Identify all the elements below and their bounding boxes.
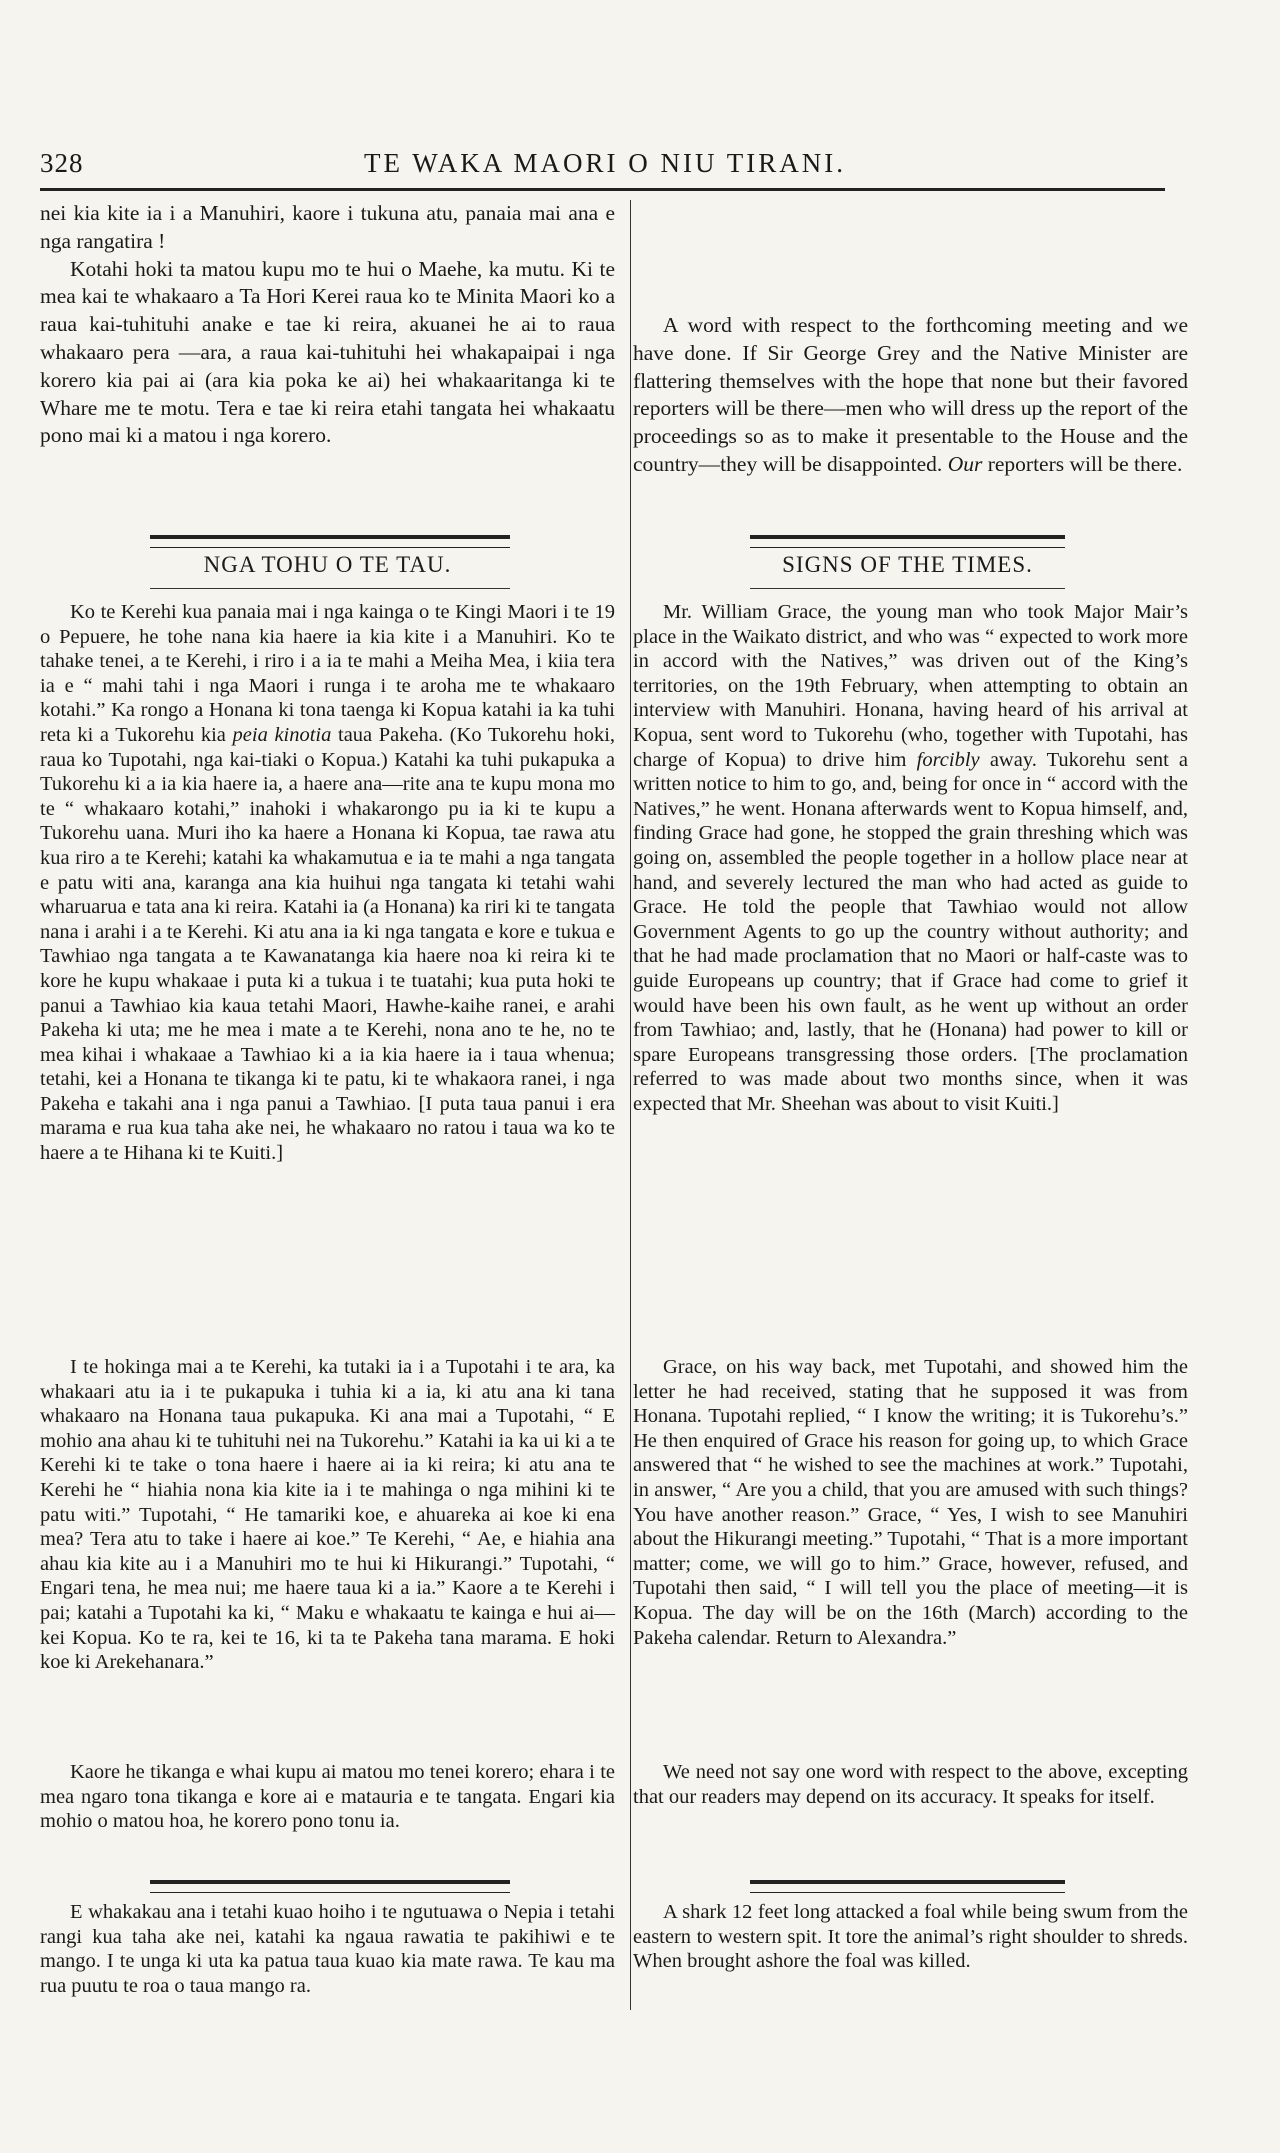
left-article-4	[40, 1900, 615, 1998]
left-section-rule	[150, 535, 510, 548]
right-article-4-rule	[750, 1880, 1065, 1893]
right-intro-para	[633, 312, 1188, 479]
left-article-1-para	[40, 600, 615, 1166]
right-intro-emphasis: Our	[947, 451, 983, 476]
right-article-3	[630, 1760, 1188, 1809]
page-header	[40, 148, 1170, 182]
right-article-4	[630, 1900, 1188, 1974]
left-section-title: NGA TOHU O TE TAU.	[203, 552, 452, 577]
right-section-underline	[750, 588, 1065, 589]
left-article-1-text-b: taua Pakeha. (Ko Tukorehu hoki, raua ko Tupotahi, nga kai-tiaki o Kopua.) Katahi ka tuhi pukapuka a Tukorehu ki a ia kia haere ia, a haere ana—rite ana te kupu mona mo te “ whakaaro kotahi,” inahoki i whakarongo pu ia ki te kupu a Tukorehu uana. Muri iho ka haere a Honana ki Kopua, tae rawa atu kua riro a te Kerehi; katahi ka whakamutua e ia te mahi a nga tangata e patu witi ana, karanga ana kia huihui nga tangata ki tetahi wahi wharuarua e tata ana ki reira. Katahi ia (a Honana) ka riri ki te tangata nana i arahi i a te Kerehi. Ki atu ana ia ki nga tangata e kore e tukua e Tawhiao nga tangata a te Kawanatanga kia haere noa ki reira ki te kore he kupu whakaae i puta ki a tukua i te tuatahi; kua puta hoki te panui a Tawhiao kia kaua tetahi Maori, Hawhe-kaihe ranei, e arahi Pakeha ki uta; me he mea i mate a te Kerehi, nona ano te he, no te mea kihai i whakaae a Tawhiao ki a ia kia haere ia i taua whenua; tetahi, kei a Honana te tikanga ki te patu, ki te whakaora ranei, i nga Pakeha e takahi ana i nga panui a Tawhiao. [I puta taua panui i era marama e rua kua taha ake nei, he whakaaro no ratou i taua wa ko te haere a te Hihana ki te Kuiti.]	[40, 723, 616, 1165]
right-article-3-para: We need not say one word with respect to the above, excepting that our readers may depend on its accuracy. It speaks for itself.	[633, 1761, 1188, 1808]
right-article-1-text-b: away. Tukorehu sent a written notice to him to go, and, being for once in “ accord with the Natives,” he went. Honana afterwards went to Kopua himself, and, finding Grace had gone, he stopped the grain threshing which was going on, assembled the people together in a hollow place near at hand, and severely lectured the man who had acted as guide to Grace. He told the people that Tawhiao would not allow Government Agents to go up the country without authority; and that he had made proclamation that no Maori or half-caste was to guide Europeans up country; that if Grace had come to grief it would have been his own fault, as he went up without an order from Tawhiao; and, lastly, that he (Honana) had power to kill or spare Europeans transgressing those orders. [The proclamation referred to was made about two months since, when it was expected that Mr. Sheehan was about to visit Kuiti.]	[633, 748, 1189, 1115]
left-article-1	[40, 600, 615, 1166]
left-article-4-rule	[150, 1880, 510, 1893]
right-article-1	[630, 600, 1188, 1116]
right-article-2-para: Grace, on his way back, met Tupotahi, and showed him the letter he had received, stating that he supposed it was from Honana. Tupotahi replied, “ I know the writing; it is Tukorehu’s.” He then enquired of Grace his reason for going up, to which Grace answered that “ he wished to see the machines at work.” Tupotahi, in answer, “ Are you a child, that you are amused with such things? You have another reason.” Grace, “ Yes, I wish to see Manuhiri about the Hikurangi meeting.” Tupotahi, “ That is a more important matter; come, we will go to him.” Grace, however, refused, and Tupotahi then said, “ I will tell you the place of meeting—it is Kopua. The day will be on the 16th (March) according to the Pakeha calendar. Return to Alexandra.”	[633, 1356, 1188, 1649]
left-article-2-para: I te hokinga mai a te Kerehi, ka tutaki ia i a Tupotahi i te ara, ka whakaari atu ia i te pukapuka i tuhia ki a ia, ki atu ana ki tana whakaaro na Honana taua pukapuka. Ki ana mai a Tupotahi, “ E mohio ana ahau ki te tuhituhi nei na Tukorehu.” Katahi ia ka ui ki a te Kerehi ki te take o tona haere i haere ai ia ki reira; ki atu ana te Kerehi he “ hiahia nona kia kite ia i te mahinga o nga mihini ki te patu witi.” Tupotahi, “ He tamariki koe, e ahuareka ai koe ki ena mea? Tera atu to take i haere ai koe.” Te Kerehi, “ Ae, e hiahia ana ahau kia kite au i a Manuhiri mo te hui ki Hikurangi.” Tupotahi, “ Engari tena, he mea nui; me haere taua ki a ia.” Kaore a te Kerehi i pai; katahi a Tupotahi ka ki, “ Maku e whakaatu te kainga e hui ai—kei Kopua. Ko te ra, kei te 16, ki ta te Pakeha tana marama. E hoki koe ki Arekehanara.”	[40, 1356, 615, 1674]
left-article-4-para: E whakakau ana i tetahi kuao hoiho i te ngutuawa o Nepia i tetahi rangi kua taha ake nei, katahi ka ngaua rawatia te pakihiwi e te mango. I te unga ki uta ka patua taua kuao kia mate rawa. Te kau ma rua puutu te roa o taua mango ra.	[40, 1901, 615, 1997]
left-article-3	[40, 1760, 615, 1834]
page-number: 328	[40, 148, 84, 178]
right-intro-text-a: A word with respect to the forthcoming meeting and we have done. If Sir George Grey and the Native Minister are flattering themselves with the hope that none but their favored reporters will be there—men who will dress up the report of the proceedings so as to make it presentable to the House and the country—they will be disappointed.	[633, 313, 1188, 476]
right-article-4-para: A shark 12 feet long attacked a foal while being swum from the eastern to western spit. It tore the animal’s right shoulder to shreds. When brought ashore the foal was killed.	[633, 1901, 1188, 1973]
left-intro-para-2: Kotahi hoki ta matou kupu mo te hui o Maehe, ka mutu. Ki te mea kai te whakaaro a Ta Hori Kerei raua ko te Minita Maori ko a raua kai-tuhituhi anake e tae ki reira, akuanei he ai to raua whakaaro pera —ara, a raua kai-tuhituhi hei whakapaipai i nga korero kia pai ai (ara kia poka ke ai) hei whakaaritanga ki te Whare me te motu. Tera e tae ki reira etahi tangata hei whakaatu pono mai ki a matou i nga korero.	[40, 256, 615, 448]
left-article-1-emphasis: peia kinotia	[232, 723, 332, 746]
right-section-title: SIGNS OF THE TIMES.	[782, 552, 1033, 577]
right-article-1-text-a: Mr. William Grace, the young man who took Major Mair’s place in the Waikato district, and who was “ expected to work more in accord with the Natives,” was driven out of the King’s territories, on the 19th February, when attempting to obtain an interview with Manuhiri. Honana, having heard of his arrival at Kopua, sent word to Tukorehu (who, together with Tupotahi, has charge of Kopua) to drive him	[633, 601, 1188, 771]
right-intro-text-b: reporters will be there.	[987, 451, 1183, 476]
left-section-underline	[150, 588, 510, 589]
left-article-2	[40, 1355, 615, 1675]
left-intro	[40, 200, 615, 450]
right-intro	[630, 312, 1188, 479]
left-intro-para-1: nei kia kite ia i a Manuhiri, kaore i tukuna atu, panaia mai ana e nga rangatira !	[40, 201, 615, 253]
right-article-2	[630, 1355, 1188, 1650]
right-section-rule	[750, 535, 1065, 548]
left-article-3-para: Kaore he tikanga e whai kupu ai matou mo tenei korero; ehara i te mea ngaro tona tikanga e kore ai e matauria e te tangata. Engari kia mohio o matou hoa, he korero pono tonu ia.	[40, 1761, 615, 1833]
masthead-title: TE WAKA MAORI O NIU TIRANI.	[364, 148, 846, 178]
left-article-1-text-a: Ko te Kerehi kua panaia mai i nga kainga o te Kingi Maori i te 19 o Pepuere, he tohe nana kia haere ia kia kite i a Manuhiri. Ko te tahake tenei, a te Kerehi, i riro i a ia te mahi a Meiha Mea, i kiia tera ia e “ mahi tahi i nga Maori i runga i te aroha me te whakaaro kotahi.” Ka rongo a Honana ki tona taenga ki Kopua katahi ia ka tuhi reta ki a Tukorehu kia	[40, 601, 615, 746]
right-article-1-para	[633, 600, 1188, 1116]
header-rule	[40, 188, 1165, 191]
right-article-1-emphasis: forcibly	[916, 748, 980, 771]
